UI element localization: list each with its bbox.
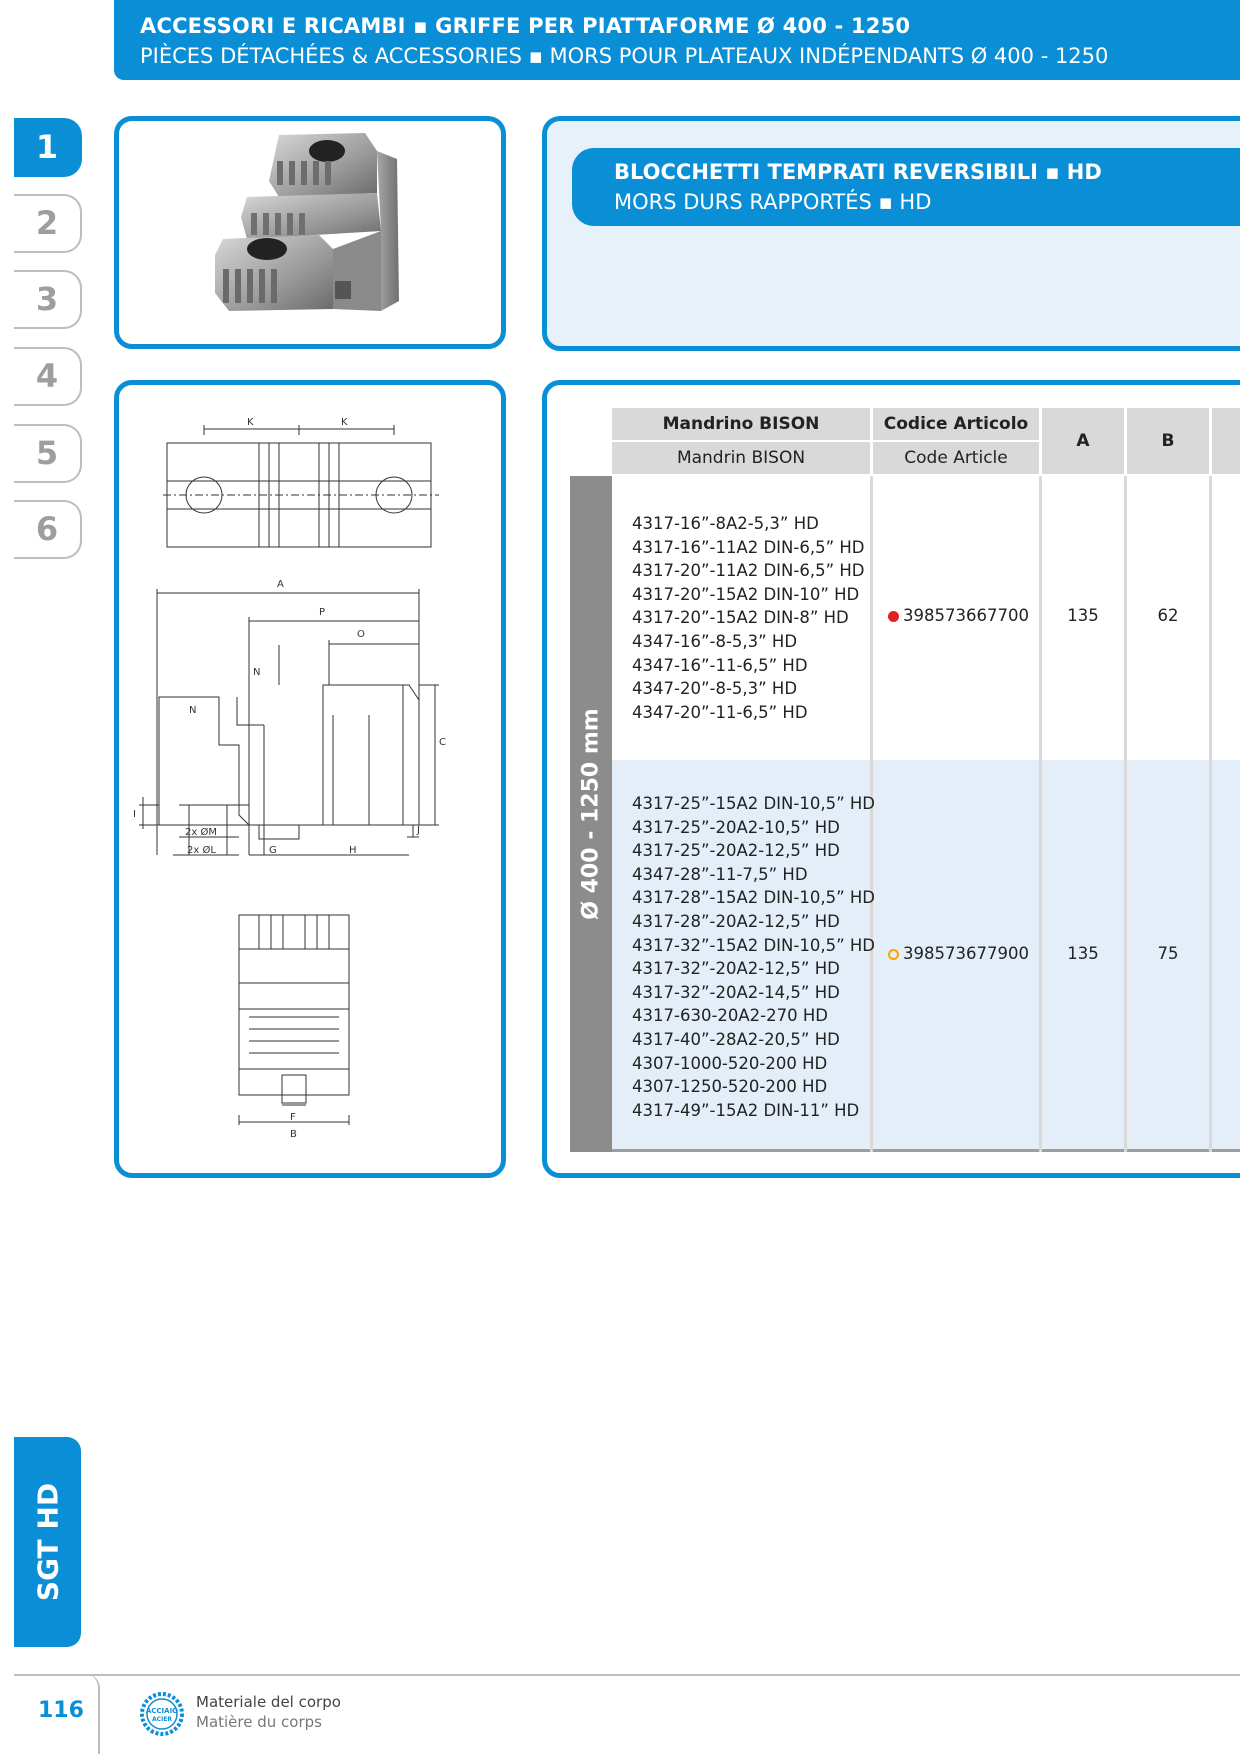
table-row-2-a: 135: [1067, 944, 1099, 963]
dim-label-h: H: [349, 845, 357, 856]
model-name: 4347-20”-8-5,3” HD: [632, 679, 798, 699]
model-name: 4347-16”-11-6,5” HD: [632, 655, 808, 675]
model-name: 4317-25”-15A2 DIN-10,5” HD: [632, 794, 875, 813]
model-name: 4317-28”-20A2-12,5” HD: [632, 911, 840, 931]
table-row-1-a: 135: [1067, 606, 1099, 625]
diameter-label: Ø 400 - 1250 mm: [578, 708, 604, 920]
front-view: [239, 915, 349, 1125]
header-title-it: ACCESSORI E RICAMBI ▪ GRIFFE PER PIATTAFORME Ø 400 - 1250: [140, 14, 911, 38]
dim-label-p: P: [319, 607, 326, 618]
steel-material-logo: [140, 1692, 184, 1736]
article-code: 398573677900: [903, 944, 1029, 963]
model-name: 4317-32”-20A2-12,5” HD: [632, 959, 840, 979]
model-name: 4347-16”-8-5,3” HD: [632, 631, 798, 651]
dim-label-g: G: [269, 845, 277, 856]
model-name: 4347-20”-11-6,5” HD: [632, 702, 808, 722]
col-header-next: [1212, 408, 1240, 474]
model-name: 4317-25”-20A2-10,5” HD: [632, 817, 840, 837]
model-name: 4317-32”-20A2-14,5” HD: [632, 982, 840, 1002]
dim-label-j: J: [417, 825, 420, 836]
footer-rule: [14, 1674, 1240, 1676]
model-name: 4317-20”-11A2 DIN-6,5” HD: [632, 561, 865, 581]
table-bottom-rule: [612, 1149, 1240, 1152]
chapter-tab-2[interactable]: 2: [14, 194, 82, 253]
separator: [1209, 476, 1212, 1152]
header-title-fr: PIÈCES DÉTACHÉES & ACCESSORIES ▪ MORS POUR PLATEAUX INDÉPENDANTS Ø 400 - 1250: [140, 44, 1109, 68]
status-ring-orange-icon: [888, 949, 899, 960]
model-name: 4307-1250-520-200 HD: [632, 1077, 828, 1097]
dim-label-n2: N: [189, 705, 197, 716]
chapter-tab-6[interactable]: 6: [14, 500, 82, 559]
model-name: 4317-630-20A2-270 HD: [632, 1006, 828, 1026]
model-name: 4317-40”-28A2-20,5” HD: [632, 1029, 840, 1049]
col-header-model-fr: Mandrin BISON: [612, 442, 870, 474]
page-header: [114, 0, 1240, 80]
table-row-2-models: [632, 792, 875, 1122]
dim-label-i: I: [133, 809, 136, 820]
article-code: 398573667700: [903, 606, 1029, 625]
dim-label-b: B: [290, 1129, 297, 1140]
model-name: 4317-20”-15A2 DIN-10” HD: [632, 584, 860, 604]
product-title-it: BLOCCHETTI TEMPRATI REVERSIBILI ▪ HD: [614, 160, 1102, 184]
table-row-1-b: 62: [1157, 606, 1179, 625]
dim-label-a: A: [277, 579, 284, 590]
model-name: 4307-1000-520-200 HD: [632, 1053, 828, 1073]
model-name: 4317-49”-15A2 DIN-11” HD: [632, 1100, 860, 1120]
model-name: 4317-20”-15A2 DIN-8” HD: [632, 608, 849, 628]
model-name: 4317-25”-20A2-12,5” HD: [632, 841, 840, 861]
logo-text-top: ACCIAIO: [145, 1707, 179, 1715]
chapter-tab-1[interactable]: 1: [14, 118, 82, 177]
dim-label-f: F: [290, 1112, 296, 1123]
table-row-2-b: 75: [1157, 944, 1179, 963]
material-label-it: Materiale del corpo: [196, 1693, 341, 1711]
col-header-b: B: [1127, 408, 1209, 474]
model-name: 4317-28”-15A2 DIN-10,5” HD: [632, 888, 875, 908]
col-header-code-fr: Code Article: [873, 442, 1039, 474]
dim-label-c: C: [439, 737, 446, 748]
model-name: 4347-28”-11-7,5” HD: [632, 864, 808, 884]
section-side-tab-label: SGT HD: [31, 1482, 64, 1602]
diameter-band: [570, 476, 612, 1152]
product-table: [570, 408, 1240, 1152]
dim-label-l: 2x ØL: [187, 845, 216, 856]
side-view: [139, 589, 439, 855]
section-side-tab[interactable]: [14, 1437, 81, 1647]
table-row-2-code: [888, 944, 1029, 963]
product-photo-panel: [114, 116, 506, 349]
chapter-tab-3[interactable]: 3: [14, 270, 82, 329]
product-photo: [119, 121, 501, 344]
separator: [1124, 476, 1127, 1152]
logo-text-bottom: ACIER: [152, 1716, 172, 1723]
dim-label-o: O: [357, 629, 365, 640]
separator: [1039, 476, 1042, 1152]
col-header-model-it: Mandrino BISON: [612, 408, 870, 440]
product-title-fr: MORS DURS RAPPORTÉS ▪ HD: [614, 190, 932, 214]
model-name: 4317-32”-15A2 DIN-10,5” HD: [632, 935, 875, 955]
technical-drawing-panel: [114, 380, 506, 1178]
col-header-a: A: [1042, 408, 1124, 474]
status-dot-red-icon: [888, 611, 899, 622]
table-row-1-models: [632, 512, 864, 724]
col-header-code-it: Codice Articolo: [873, 408, 1039, 440]
dim-label-k1: K: [247, 417, 254, 428]
table-row-1-code: [888, 606, 1029, 625]
chapter-tab-4[interactable]: 4: [14, 347, 82, 406]
chapter-tab-5[interactable]: 5: [14, 424, 82, 483]
dim-label-k2: K: [341, 417, 348, 428]
model-name: 4317-16”-11A2 DIN-6,5” HD: [632, 537, 865, 557]
product-title: [572, 148, 1240, 226]
page-number: 116: [38, 1698, 84, 1723]
dim-label-n1: N: [253, 667, 261, 678]
technical-drawing: [119, 385, 501, 1173]
top-view: [163, 425, 439, 547]
material-label-fr: Matière du corps: [196, 1713, 322, 1731]
dim-label-m: 2x ØM: [185, 827, 217, 838]
model-name: 4317-16”-8A2-5,3” HD: [632, 514, 819, 533]
